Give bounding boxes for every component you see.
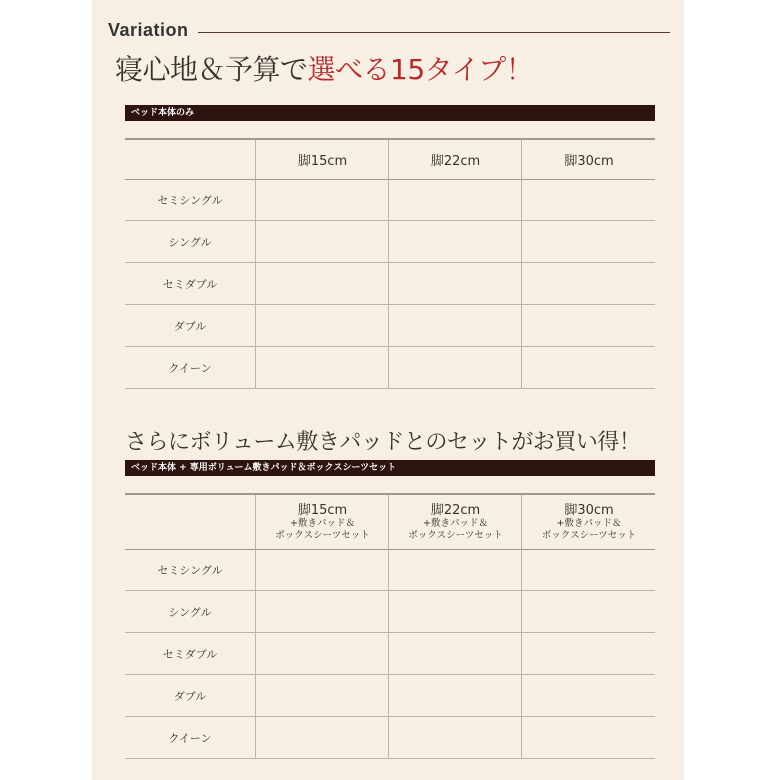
table1-header-row xyxy=(125,138,655,180)
table-cell xyxy=(521,675,656,716)
row-label: セミダブル xyxy=(162,277,218,291)
table-cell xyxy=(521,591,656,632)
page-headline xyxy=(115,48,533,88)
table-cell xyxy=(255,717,389,758)
table-row xyxy=(125,347,655,389)
row-label: セミダブル xyxy=(162,647,218,661)
table-cell xyxy=(388,221,522,262)
table-cell xyxy=(388,591,522,632)
table-cell xyxy=(388,717,522,758)
col-header-sub: ボックスシーツセット xyxy=(275,529,370,541)
table-cell xyxy=(255,675,389,716)
table-row xyxy=(125,221,655,263)
table1-col-header: 脚30cm xyxy=(521,140,656,179)
row-label: クイーン xyxy=(168,361,212,375)
table-cell xyxy=(521,305,656,346)
row-label: セミシングル xyxy=(157,563,223,577)
table-cell xyxy=(521,717,656,758)
col-header-sub: ボックスシーツセット xyxy=(541,529,637,541)
col-header-sub: ボックスシーツセット xyxy=(408,529,503,541)
table-cell xyxy=(255,221,389,262)
table2-corner-cell xyxy=(125,495,255,549)
col-header-sub: +敷きパッド＆ xyxy=(290,517,355,529)
table2-col-header xyxy=(521,495,656,549)
table-cell xyxy=(255,305,389,346)
row-label: クイーン xyxy=(168,731,212,745)
table2-title-bar: ベッド本体 + 専用ボリューム敷きパッド＆ボックスシーツセット xyxy=(125,460,655,476)
table-cell xyxy=(388,347,522,388)
table-cell xyxy=(521,549,656,590)
table-row xyxy=(125,633,655,675)
table-cell xyxy=(521,179,656,220)
table-cell xyxy=(521,347,656,388)
col-header-main: 脚22cm xyxy=(430,502,481,518)
table1-corner-cell xyxy=(125,140,255,179)
row-label: ダブル xyxy=(173,689,207,703)
set-subheading: さらにボリューム敷きパッドとのセットがお買い得！ xyxy=(125,430,641,455)
headline-accent: 選べる15タイプ！ xyxy=(307,53,534,86)
table-row xyxy=(125,263,655,305)
table2-col-header xyxy=(388,495,522,549)
headline-prefix: 寝心地＆予算で xyxy=(115,53,308,86)
table-cell xyxy=(255,549,389,590)
table-cell xyxy=(255,263,389,304)
table-cell xyxy=(255,591,389,632)
table-cell xyxy=(255,633,389,674)
table-cell xyxy=(388,179,522,220)
col-header-main: 脚15cm xyxy=(297,502,348,518)
col-header-sub: +敷きパッド＆ xyxy=(556,517,622,529)
table-cell xyxy=(521,633,656,674)
row-label: セミシングル xyxy=(157,193,223,207)
table-cell xyxy=(388,305,522,346)
table-cell xyxy=(521,221,656,262)
header-rule xyxy=(198,32,670,33)
row-label: シングル xyxy=(168,235,212,249)
table-cell xyxy=(388,633,522,674)
table-row xyxy=(125,305,655,347)
table1-col-header: 脚15cm xyxy=(255,140,389,179)
table-cell xyxy=(255,347,389,388)
table-row xyxy=(125,717,655,759)
table-cell xyxy=(388,549,522,590)
table2-header-row xyxy=(125,493,655,550)
table-cell xyxy=(388,263,522,304)
col-header-main: 脚30cm xyxy=(564,502,614,518)
table-cell xyxy=(255,179,389,220)
row-label: ダブル xyxy=(173,319,207,333)
row-label: シングル xyxy=(168,605,212,619)
table-row xyxy=(125,675,655,717)
table-row xyxy=(125,591,655,633)
variation-label: Variation xyxy=(108,20,189,40)
table-row xyxy=(125,179,655,221)
table-cell xyxy=(521,263,656,304)
col-header-sub: +敷きパッド＆ xyxy=(423,517,488,529)
table-row xyxy=(125,549,655,591)
table-cell xyxy=(388,675,522,716)
table1-title-bar: ベッド本体のみ xyxy=(125,105,655,121)
table1-col-header: 脚22cm xyxy=(388,140,522,179)
table2-col-header xyxy=(255,495,389,549)
